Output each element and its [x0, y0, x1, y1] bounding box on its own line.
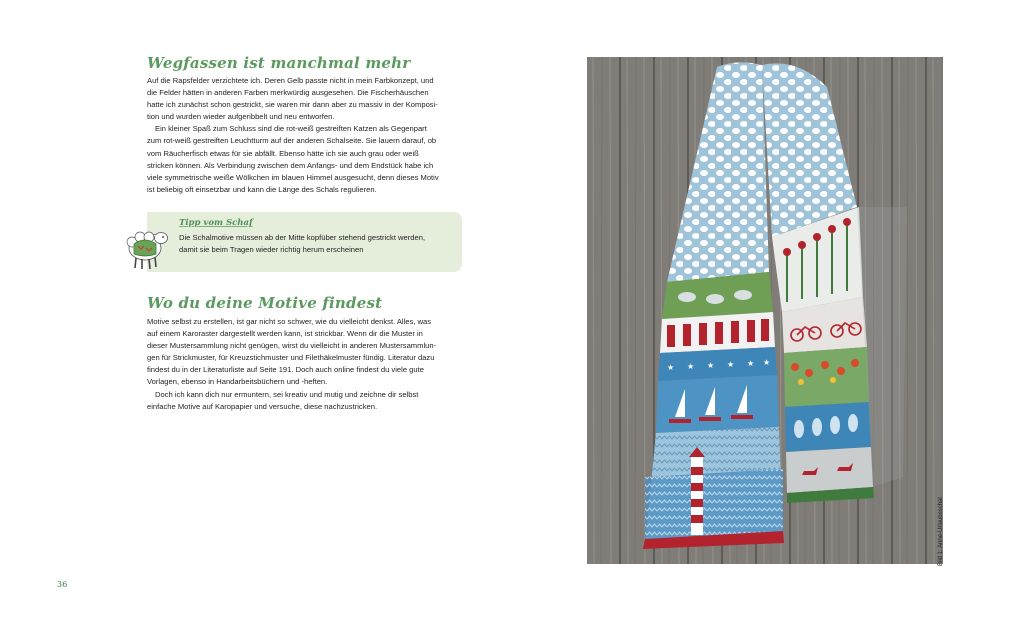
section-heading-omit: Wegfassen ist manchmal mehr — [147, 54, 411, 72]
text-line: Vorlagen, ebenso in Handarbeitsbüchern und -heften. — [147, 377, 328, 387]
text-line: Auf die Rapsfelder verzichtete ich. Deren Gelb passte nicht in mein Farbkonzept, und — [147, 76, 434, 85]
text-line: damit sie beim Tragen wieder richtig herum erscheinen — [179, 245, 364, 255]
sheep-icon — [118, 218, 174, 272]
photo-credit: Bild 1: Anne-Urlaubsschal — [938, 497, 944, 566]
text-line: stricken können. Als Verbindung zwischen dem Anfangs- und dem Endstück habe ich — [147, 160, 434, 170]
section-heading-find-motifs: Wo du deine Motive findest — [147, 294, 383, 312]
text-line: viele symmetrische weiße Wölkchen im blauen Himmel ausgesucht, denn dieses Motiv — [147, 172, 439, 182]
svg-text:★: ★ — [687, 362, 695, 371]
text-line: zum rot-weiß gestreiften Leuchtturm auf der anderen Schalseite. Sie lauern darauf, ob — [147, 136, 437, 146]
section-body-omit — [147, 75, 465, 196]
text-line: die Felder hätten in anderen Farben merkwürdig ausgesehen. Die Fischerhäuschen — [147, 88, 429, 98]
text-line: gen für Strickmuster, für Kreuzstichmuster und Filethäkelmuster fündig. Literatur dazu — [147, 353, 435, 363]
text-line: vom Räucherfisch etwas für sie abfällt. Ebenso hätte ich sie auch grau oder weiß — [147, 148, 419, 158]
text-line: Motive selbst zu erstellen, ist gar nicht so schwer, wie du vielleicht denkst. Alles, was — [147, 317, 432, 326]
svg-text:★: ★ — [727, 360, 735, 369]
tip-title: Tipp vom Schaf — [179, 218, 253, 228]
svg-text:★: ★ — [763, 358, 771, 367]
text-line: dieser Mustersammlung nicht genügen, wirst du vielleicht in anderen Mustersammlun- — [147, 341, 437, 351]
text-line: Doch ich kann dich nur ermuntern, sei kreativ und mutig und zeichne dir selbst — [155, 389, 419, 399]
text-line: auf einem Karoraster dargestellt werden kann, ist strickbar. Wenn dir die Muster in — [147, 329, 423, 339]
text-line: findest du in der Literaturliste auf Seite 191. Doch auch online findest du viele gute — [147, 365, 424, 375]
svg-text:★: ★ — [667, 363, 675, 372]
svg-text:★: ★ — [707, 361, 715, 370]
text-line: Ein kleiner Spaß zum Schluss sind die rot-weiß gestreiften Katzen als Gegenpart — [155, 124, 427, 134]
svg-text:★: ★ — [747, 359, 755, 368]
paragraph — [147, 123, 465, 196]
tip-text — [179, 232, 457, 257]
paragraph — [147, 316, 465, 389]
page-number: 36 — [57, 580, 68, 589]
paragraph — [147, 75, 465, 123]
section-body-find-motifs — [147, 316, 465, 413]
text-line: ist beliebig oft einsetzbar und kann die Länge des Schals regulieren. — [147, 184, 377, 194]
knitted-scarf-photo — [587, 57, 943, 564]
text-line: hatte ich zunächst schon gestrickt, sie waren mir dann aber zu massiv in der Komposi- — [147, 100, 438, 110]
text-line: Die Schalmotive müssen ab der Mitte kopfüber stehend gestrickt werden, — [179, 233, 426, 242]
paragraph — [147, 389, 465, 413]
text-line: einfache Motive auf Karopapier und versuche, diese nachzustricken. — [147, 401, 378, 411]
text-line: tion und wurden wieder aufgeribbelt und neu entworfen. — [147, 112, 335, 122]
